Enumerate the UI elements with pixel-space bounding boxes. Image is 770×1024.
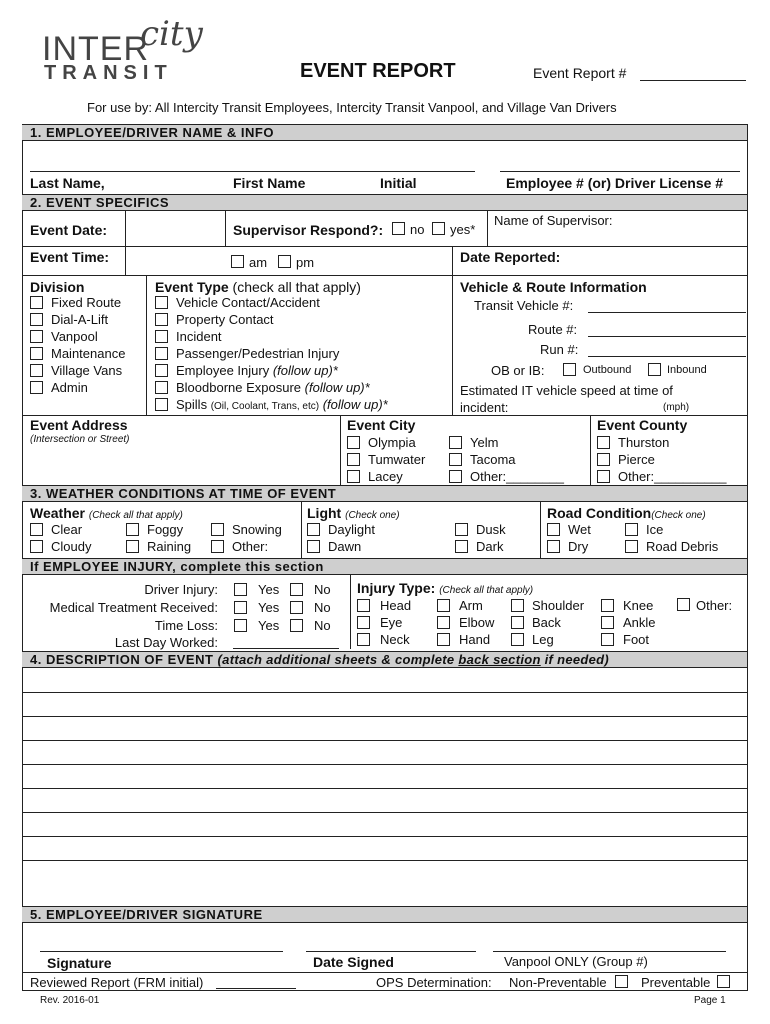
injury-yes-label: Yes [258,600,280,615]
road-option-checkbox[interactable] [547,540,560,553]
am-label: am [249,255,268,270]
city-option-label: Other:________ [470,469,564,484]
description-line[interactable] [22,788,747,789]
supervisor-yes-checkbox[interactable] [432,222,445,235]
injury-type-option-checkbox[interactable] [437,616,450,629]
injury-other-checkbox[interactable] [677,598,690,611]
employee-injury-checkbox[interactable] [155,364,168,377]
city-option-label: Yelm [470,435,499,450]
employee-number-field[interactable] [500,171,740,172]
pm-label: pm [296,255,315,270]
event-type-heading [155,279,361,295]
division-option-label: Maintenance [51,346,126,361]
division-label: Division [30,279,85,295]
divider [225,211,226,247]
injury-type-option-label: Shoulder [532,598,585,613]
weather-option-checkbox[interactable] [30,540,43,553]
medical-treatment-label: Medical Treatment Received: [49,600,218,615]
division-option-checkbox[interactable] [30,330,43,343]
light-option-checkbox[interactable] [307,540,320,553]
transit-vehicle-field[interactable] [588,312,746,313]
light-option-checkbox[interactable] [455,540,468,553]
injury-type-heading: Injury Type: (Check all that apply) [357,580,534,596]
yes-label: yes* [450,222,476,237]
injury-type-option-checkbox[interactable] [357,616,370,629]
date-reported-label: Date Reported: [460,249,561,265]
injury-no-label: No [314,600,331,615]
spills-label: Spills (Oil, Coolant, Trans, etc) (follow up)* [176,397,388,412]
weather-option-label: Clear [51,522,83,537]
injury-type-option-label: Ankle [623,615,656,630]
injury-type-option-label: Back [532,615,561,630]
section-1-header: 1. EMPLOYEE/DRIVER NAME & INFO [22,124,747,141]
use-by-text: For use by: All Intercity Transit Employees, Intercity Transit Vanpool, and Village Van Drivers [87,100,617,115]
road-option-label: Road Debris [646,539,719,554]
city-option-checkbox[interactable] [449,436,462,449]
weather-option-checkbox[interactable] [211,523,224,536]
row-line [22,246,747,247]
event-city-label: Event City [347,417,416,433]
injury-yes-checkbox[interactable] [234,619,247,632]
divider [125,211,126,275]
light-option-label: Dusk [476,522,506,537]
spills-checkbox[interactable] [155,398,168,411]
light-option-label: Dawn [328,539,362,554]
event-type-option-checkbox[interactable] [155,313,168,326]
light-option-label: Daylight [328,522,375,537]
light-heading: Light (Check one) [307,505,400,521]
injury-no-checkbox[interactable] [290,619,303,632]
vanpool-group-field[interactable] [493,951,726,952]
injury-type-option-checkbox[interactable] [601,633,614,646]
road-option-checkbox[interactable] [625,523,638,536]
divider [487,211,488,247]
page-number: Page 1 [694,995,726,1006]
weather-option-checkbox[interactable] [211,540,224,553]
description-line[interactable] [22,812,747,813]
last-day-worked-label: Last Day Worked: [114,635,218,650]
injury-yes-checkbox[interactable] [234,583,247,596]
county-option-checkbox[interactable] [597,470,610,483]
division-option-checkbox[interactable] [30,381,43,394]
description-line[interactable] [22,764,747,765]
injury-other-label: Other: [696,598,733,613]
inbound-label: Inbound [667,364,707,376]
description-line[interactable] [22,716,747,717]
event-time-label: Event Time: [30,249,110,265]
injury-type-option-label: Leg [532,632,554,647]
employee-number-label: Employee # (or) Driver License # [506,175,724,191]
division-option-label: Village Vans [51,363,123,378]
light-option-checkbox[interactable] [455,523,468,536]
report-number-field[interactable] [640,80,746,81]
divider [301,502,302,558]
transit-vehicle-label: Transit Vehicle #: [474,298,574,313]
division-option-checkbox[interactable] [30,347,43,360]
no-label: no [410,222,425,237]
section-5-header: 5. EMPLOYEE/DRIVER SIGNATURE [22,906,747,923]
injury-type-option-label: Knee [623,598,654,613]
event-type-option-checkbox[interactable] [155,347,168,360]
bloodborne-checkbox[interactable] [155,381,168,394]
division-option-label: Vanpool [51,329,98,344]
event-type-option-label: Property Contact [176,312,274,327]
division-option-checkbox[interactable] [30,296,43,309]
county-option-label: Pierce [618,452,655,467]
divider [146,275,147,416]
ob-ib-label: OB or IB: [491,363,545,378]
row-line [22,415,747,416]
city-option-checkbox[interactable] [449,470,462,483]
injury-yes-label: Yes [258,618,280,633]
event-type-label: Event Type [155,279,229,295]
division-option-checkbox[interactable] [30,313,43,326]
injury-yes-checkbox[interactable] [234,601,247,614]
injury-type-option-label: Arm [459,598,483,613]
city-option-label: Tacoma [470,452,516,467]
speed-label-1: Estimated IT vehicle speed at time of [460,383,673,398]
page-title: EVENT REPORT [300,60,456,82]
am-checkbox[interactable] [231,255,244,268]
injury-no-checkbox[interactable] [290,601,303,614]
injury-section-header: If EMPLOYEE INJURY, complete this section [22,558,747,575]
row-line [22,275,747,276]
event-type-option-label: Incident [176,329,222,344]
non-preventable-checkbox[interactable] [615,975,628,988]
injury-type-option-checkbox[interactable] [437,633,450,646]
injury-type-option-checkbox[interactable] [511,616,524,629]
road-option-label: Wet [568,522,591,537]
description-line[interactable] [22,692,747,693]
description-line[interactable] [22,860,747,861]
mph-label: (mph) [663,402,690,413]
weather-option-label: Cloudy [51,539,92,554]
city-option-checkbox[interactable] [347,436,360,449]
run-label: Run #: [540,342,579,357]
injury-no-checkbox[interactable] [290,583,303,596]
county-option-checkbox[interactable] [597,436,610,449]
injury-type-option-checkbox[interactable] [601,599,614,612]
reviewed-report-label: Reviewed Report (FRM initial) [30,975,204,990]
ops-determination-label: OPS Determination: [376,975,492,990]
event-address-hint: (Intersection or Street) [30,434,130,445]
divider [452,246,453,416]
route-field[interactable] [588,336,746,337]
frame-right [747,124,748,991]
city-option-label: Olympia [368,435,416,450]
light-option-label: Dark [476,539,504,554]
city-option-checkbox[interactable] [449,453,462,466]
inbound-checkbox[interactable] [648,363,661,376]
road-option-label: Dry [568,539,589,554]
city-option-checkbox[interactable] [347,470,360,483]
preventable-checkbox[interactable] [717,975,730,988]
county-option-checkbox[interactable] [597,453,610,466]
reviewed-report-field[interactable] [216,988,296,989]
frame-bottom [22,990,747,991]
road-option-label: Ice [646,522,664,537]
speed-label-2: incident: [460,400,509,415]
division-option-label: Admin [51,380,88,395]
name-field[interactable] [30,171,475,172]
section-4-header: 4. DESCRIPTION OF EVENT (attach additional sheets & complete back section if needed) [22,651,747,668]
road-option-checkbox[interactable] [547,523,560,536]
logo-city: city [140,14,203,54]
injury-yes-label: Yes [258,582,280,597]
road-heading: Road Condition(Check one) [547,505,706,521]
injury-type-option-checkbox[interactable] [357,633,370,646]
route-label: Route #: [528,322,578,337]
divider [340,415,341,485]
injury-no-label: No [314,618,331,633]
injury-type-option-label: Neck [380,632,410,647]
preventable-label: Preventable [641,975,711,990]
outbound-checkbox[interactable] [563,363,576,376]
event-county-label: Event County [597,417,688,433]
injury-type-option-checkbox[interactable] [437,599,450,612]
weather-heading: Weather (Check all that apply) [30,505,183,521]
division-option-label: Fixed Route [51,295,122,310]
employee-injury-label: Employee Injury (follow up)* [176,363,338,378]
road-option-checkbox[interactable] [625,540,638,553]
event-type-option-checkbox[interactable] [155,296,168,309]
date-signed-label: Date Signed [313,954,394,970]
injury-type-option-label: Elbow [459,615,495,630]
injury-type-option-label: Head [380,598,412,613]
weather-option-label: Snowing [232,522,282,537]
county-option-label: Other:__________ [618,469,727,484]
supervisor-no-checkbox[interactable] [392,222,405,235]
weather-option-checkbox[interactable] [126,523,139,536]
revision-label: Rev. 2016-01 [40,995,100,1006]
injury-type-option-checkbox[interactable] [511,633,524,646]
time-loss-label: Time Loss: [154,618,218,633]
vehicle-route-label: Vehicle & Route Information [460,279,647,295]
logo-inter: INTER [42,30,149,68]
last-day-worked-field[interactable] [233,648,339,649]
first-name-label: First Name [233,175,306,191]
weather-option-label: Foggy [147,522,184,537]
divider [590,415,591,485]
supervisor-respond-label: Supervisor Respond?: [233,222,384,238]
injury-type-option-label: Foot [623,632,650,647]
weather-option-checkbox[interactable] [30,523,43,536]
event-type-hint: (check all that apply) [232,279,361,295]
non-preventable-label: Non-Preventable [509,975,607,990]
outbound-label: Outbound [583,364,632,376]
signature-field[interactable] [40,951,283,952]
bloodborne-label: Bloodborne Exposure (follow up)* [176,380,370,395]
city-option-checkbox[interactable] [347,453,360,466]
event-date-label: Event Date: [30,222,108,238]
weather-option-checkbox[interactable] [126,540,139,553]
injury-type-option-checkbox[interactable] [357,599,370,612]
divider [350,575,351,649]
section-3-header: 3. WEATHER CONDITIONS AT TIME OF EVENT [22,485,747,502]
weather-option-label: Other: [232,539,269,554]
pm-checkbox[interactable] [278,255,291,268]
logo-transit: TRANSIT [44,62,173,84]
injury-no-label: No [314,582,331,597]
vanpool-label: Vanpool ONLY (Group #) [504,954,648,969]
event-type-option-label: Vehicle Contact/Accident [176,295,320,310]
event-address-label: Event Address [30,417,128,433]
injury-type-option-label: Eye [380,615,403,630]
city-option-label: Lacey [368,469,403,484]
divider [540,502,541,558]
county-option-label: Thurston [618,435,670,450]
section-2-header: 2. EVENT SPECIFICS [22,194,747,211]
row-line [22,972,747,973]
report-number-label: Event Report # [533,65,627,81]
run-field[interactable] [588,356,746,357]
description-line[interactable] [22,740,747,741]
description-line[interactable] [22,836,747,837]
driver-injury-label: Driver Injury: [144,582,218,597]
supervisor-name-label: Name of Supervisor: [494,213,613,228]
injury-type-option-label: Hand [459,632,491,647]
injury-type-option-checkbox[interactable] [511,599,524,612]
light-option-checkbox[interactable] [307,523,320,536]
injury-type-option-checkbox[interactable] [601,616,614,629]
city-option-label: Tumwater [368,452,426,467]
last-name-label: Last Name, [30,175,105,191]
date-signed-field[interactable] [306,951,476,952]
event-type-option-checkbox[interactable] [155,330,168,343]
initial-label: Initial [380,175,417,191]
signature-label: Signature [47,955,112,971]
weather-option-label: Raining [147,539,192,554]
division-option-label: Dial-A-Lift [51,312,109,327]
division-option-checkbox[interactable] [30,364,43,377]
event-type-option-label: Passenger/Pedestrian Injury [176,346,340,361]
